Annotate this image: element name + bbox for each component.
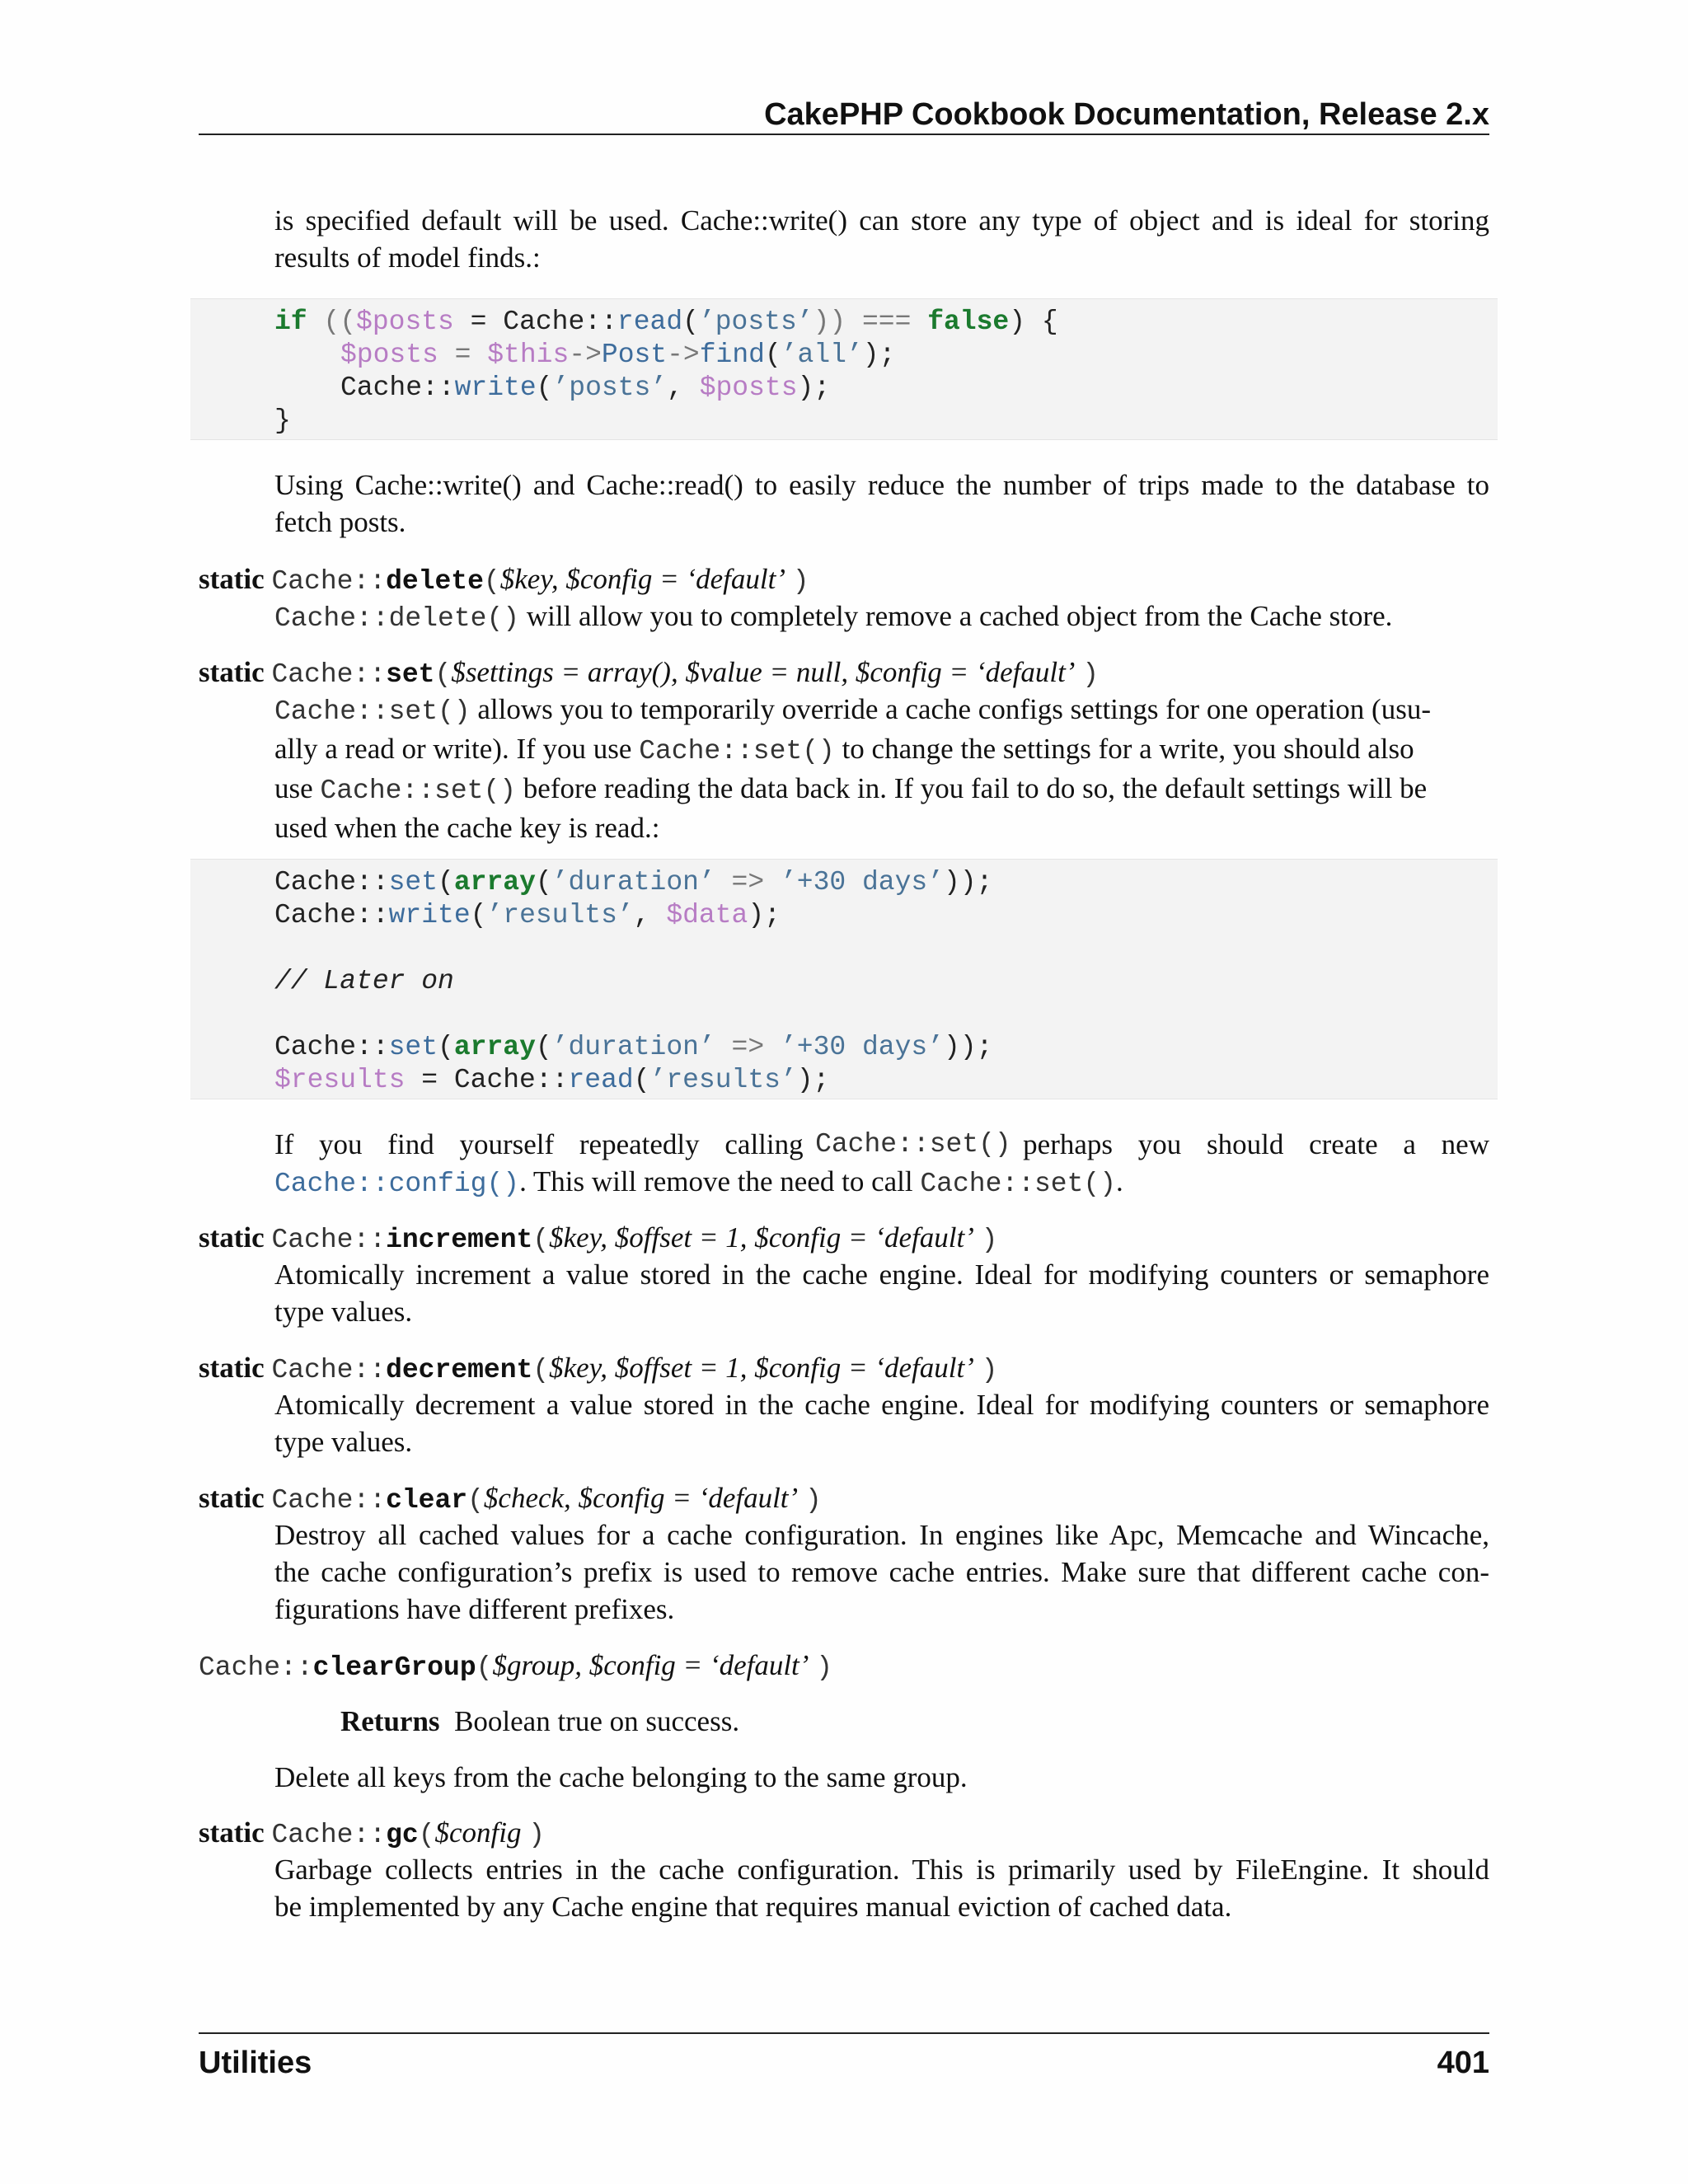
header-rule <box>199 134 1489 135</box>
footer-rule <box>199 2032 1489 2034</box>
code-line: Cache::set(array(’duration’ => ’+30 days’)); <box>274 1032 993 1062</box>
read-write-explanation <box>274 466 1489 541</box>
method-signature-set: static Cache::set($settings = array(), $value = null, $config = ‘default’ ) <box>199 656 1100 690</box>
signature-close-paren: ) <box>804 1485 822 1516</box>
method-signature-cleargroup: Cache::clearGroup($group, $config = ‘default’ ) <box>199 1649 832 1683</box>
cleargroup-description: Delete all keys from the cache belonging to the same group. <box>274 1761 968 1793</box>
method-signature-gc: static Cache::gc($config ) <box>199 1816 546 1850</box>
increment-description: Atomically increment a value stored in the cache engine. Ideal for modifying counters or semaphore type values. <box>274 1258 1489 1328</box>
method-signature-increment: static Cache::increment($key, $offset = 1, $config = ‘default’ ) <box>199 1221 998 1255</box>
explanation-line-2: fetch posts. <box>274 506 406 538</box>
method-signature-decrement: static Cache::decrement($key, $offset = 1, $config = ‘default’ ) <box>199 1352 998 1385</box>
code-line: Cache::write(’posts’, $posts); <box>340 373 831 403</box>
cache-config-link[interactable]: Cache::config() <box>274 1169 520 1199</box>
signature-close-paren: ) <box>1082 659 1100 690</box>
signature-close-paren: ) <box>981 1225 998 1255</box>
signature-close-paren: ) <box>816 1652 832 1683</box>
code-line: if (($posts = Cache::read(’posts’)) === false) { <box>274 307 1058 337</box>
delete-description: Cache::delete() will allow you to completely remove a cached object from the Cache store. <box>274 600 1393 634</box>
code-block-cache-read-write <box>190 298 1498 440</box>
explanation-line-1: Using Cache::write() and Cache::read() to easily reduce the number of trips made to the database to <box>274 469 1489 501</box>
method-signature-clear: static Cache::clear($check, $config = ‘default’ ) <box>199 1482 822 1516</box>
cleargroup-returns: Returns Boolean true on success. <box>340 1705 740 1737</box>
intro-paragraph <box>274 202 1489 276</box>
clear-description: Destroy all cached values for a cache configuration. In engines like Apc, Memcache and Wincache, the cache configuration’s prefix is used to remove cache entries. Make sure that different cache con- figurations have different prefixes. <box>274 1519 1489 1625</box>
code-line: } <box>274 405 291 436</box>
set-config-advice <box>274 1126 1489 1202</box>
code-block-cache-set <box>190 859 1498 1099</box>
code-line: $results = Cache::read(’results’); <box>274 1065 830 1095</box>
page-number: 401 <box>1437 2046 1489 2080</box>
method-signature-delete: static Cache::delete($key, $config = ‘default’ ) <box>199 563 809 597</box>
signature-close-paren: ) <box>792 566 809 597</box>
signature-close-paren: ) <box>981 1355 998 1385</box>
gc-description: Garbage collects entries in the cache configuration. This is primarily used by FileEngine. It should be implemented by any Cache engine that requires manual eviction of cached data. <box>274 1854 1489 1923</box>
intro-line-1: is specified default will be used. Cache::write() can store any type of object and is ideal for storing <box>274 204 1489 237</box>
footer-section-name: Utilities <box>199 2046 312 2080</box>
signature-close-paren: ) <box>528 1820 546 1850</box>
advice-line-2: Cache::config(). This will remove the need to call Cache::set(). <box>274 1165 1123 1199</box>
code-line: $posts = $this->Post->find(’all’); <box>340 340 896 370</box>
code-line: Cache::write(’results’, $data); <box>274 900 781 930</box>
advice-line-1: If you find yourself repeatedly calling Cache::set() perhaps you should create a new <box>274 1128 1489 1160</box>
code-line: Cache::set(array(’duration’ => ’+30 days’)); <box>274 867 993 898</box>
set-description: Cache::set() allows you to temporarily override a cache configs settings for one operation (usu- ally a read or write). If you use Cache::set() to change the settings for a write, you should also use Cache::set() before reading the data back in. If you fail to do so, the default settings will be used when the cache key is read.: <box>274 693 1431 844</box>
code-comment: // Later on <box>274 966 454 996</box>
decrement-description: Atomically decrement a value stored in the cache engine. Ideal for modifying counters or semaphore type values. <box>274 1389 1489 1458</box>
intro-line-2: results of model finds.: <box>274 241 541 274</box>
running-header-title: CakePHP Cookbook Documentation, Release 2.x <box>764 97 1489 132</box>
